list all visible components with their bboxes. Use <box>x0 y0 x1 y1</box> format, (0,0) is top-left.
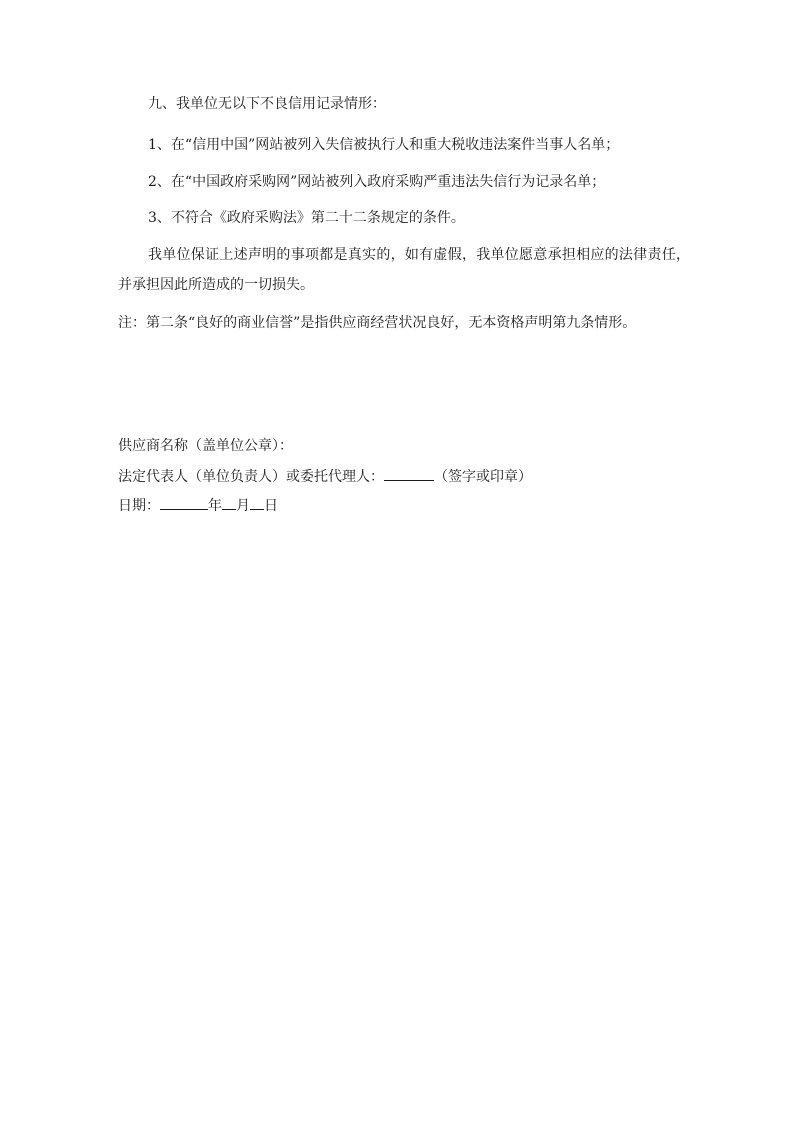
item9-clause-3: 3、不符合《政府采购法》第二十二条规定的条件。 <box>148 210 465 226</box>
date-label: 日期： <box>118 498 160 514</box>
year-label: 年 <box>208 498 222 514</box>
date-line <box>118 495 278 516</box>
day-label: 日 <box>264 498 278 514</box>
item9-clause-2: 2、在“中国政府采购网”网站被列入政府采购严重违法失信行为记录名单； <box>148 174 606 190</box>
representative-suffix: （签字或印章） <box>434 469 532 485</box>
year-blank <box>160 495 208 510</box>
day-blank <box>250 495 264 510</box>
representative-label: 法定代表人（单位负责人）或委托代理人： <box>118 469 384 485</box>
guarantee-paragraph: 我单位保证上述声明的事项都是真实的，如有虚假，我单位愿意承担相应的法律责任，并承担因此所造成的一切损失。 <box>118 247 690 293</box>
note-paragraph: 注：第二条“良好的商业信誉”是指供应商经营状况良好，无本资格声明第九条情形。 <box>118 315 637 331</box>
supplier-name-label: 供应商名称（盖单位公章）： <box>118 438 293 454</box>
month-blank <box>222 495 236 510</box>
item9-heading: 九、我单位无以下不良信用记录情形： <box>148 96 386 112</box>
month-label: 月 <box>236 498 250 514</box>
item9-clause-1: 1、在“信用中国”网站被列入失信被执行人和重大税收违法案件当事人名单； <box>148 137 620 153</box>
representative-line <box>118 466 532 487</box>
representative-signature-blank <box>384 466 434 481</box>
